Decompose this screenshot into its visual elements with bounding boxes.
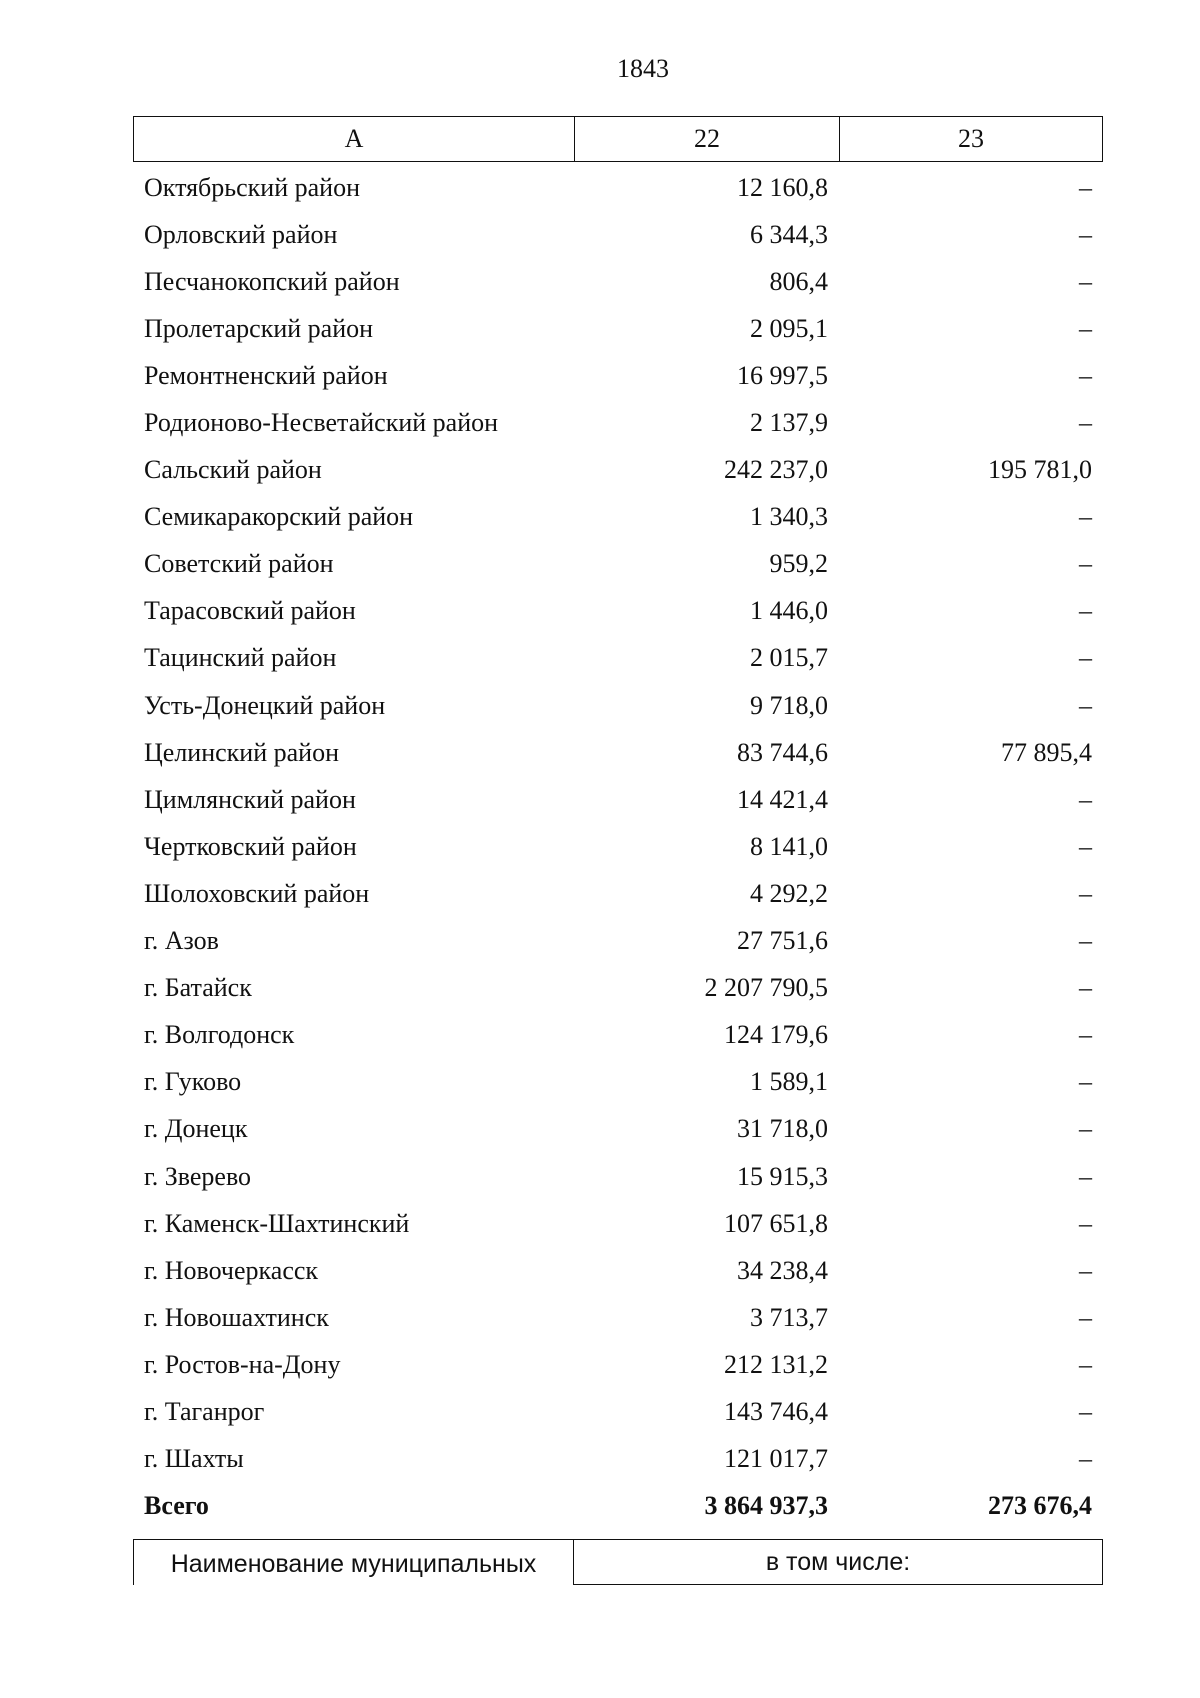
table-row (133, 823, 1103, 870)
row-value-23: – (1079, 1396, 1092, 1426)
table-header (133, 116, 1103, 162)
row-value-22: 124 179,6 (724, 1020, 828, 1050)
row-value-22: 806,4 (769, 266, 828, 296)
row-name: Сальский район (144, 455, 322, 485)
row-name: г. Ростов-на-Дону (144, 1349, 341, 1379)
row-value-22: 15 915,3 (737, 1161, 828, 1191)
table-row (133, 1059, 1103, 1106)
table-row (133, 211, 1103, 258)
row-value-22: 242 237,0 (724, 455, 828, 485)
row-name: Ремонтненский район (144, 360, 388, 390)
row-name: Чертковский район (144, 831, 357, 861)
row-value-22: 27 751,6 (737, 926, 828, 956)
row-name: Семикаракорский район (144, 502, 414, 532)
row-value-22: 83 744,6 (737, 737, 828, 767)
table-row (133, 164, 1103, 211)
table-row (133, 965, 1103, 1012)
row-name: Родионово-Несветайский район (144, 408, 499, 438)
next-header-including: в том числе: (574, 1540, 1103, 1585)
row-name: г. Каменск-Шахтинский (144, 1208, 410, 1238)
table-row (133, 682, 1103, 729)
row-name: Орловский район (144, 219, 338, 249)
row-name: г. Волгодонск (144, 1020, 295, 1050)
row-name: Пролетарский район (144, 313, 374, 343)
page-number: 1843 (617, 54, 669, 83)
row-value-22: 34 238,4 (737, 1255, 828, 1285)
row-name: Цимлянский район (144, 784, 356, 814)
row-value-23: 77 895,4 (1001, 737, 1092, 767)
row-name: Усть-Донецкий район (144, 690, 386, 720)
total-row (133, 1483, 1103, 1530)
row-name: Тарасовский район (144, 596, 356, 626)
row-value-22: 1 446,0 (750, 596, 828, 626)
row-name: г. Новошахтинск (144, 1302, 329, 1332)
row-name: г. Азов (144, 926, 219, 956)
row-name: г. Таганрог (144, 1396, 265, 1426)
table-row (133, 729, 1103, 776)
table-row (133, 1012, 1103, 1059)
row-value-22: 8 141,0 (750, 831, 828, 861)
row-name: г. Гуково (144, 1067, 242, 1097)
row-value-23: 273 676,4 (988, 1491, 1092, 1521)
row-value-23: – (1079, 926, 1092, 956)
row-value-23: – (1079, 1444, 1092, 1474)
row-value-22: 2 137,9 (750, 408, 828, 438)
next-table-header (133, 1539, 1103, 1585)
row-value-23: – (1079, 313, 1092, 343)
row-value-23: – (1079, 831, 1092, 861)
row-value-23: – (1079, 1114, 1092, 1144)
row-value-23: – (1079, 643, 1092, 673)
table-row (133, 1106, 1103, 1153)
row-name: г. Батайск (144, 973, 252, 1003)
row-value-22: 16 997,5 (737, 360, 828, 390)
row-name: г. Новочеркасск (144, 1255, 319, 1285)
row-value-23: – (1079, 219, 1092, 249)
row-name: г. Зверево (144, 1161, 252, 1191)
row-value-23: – (1079, 172, 1092, 202)
row-value-23: – (1079, 878, 1092, 908)
row-value-23: – (1079, 1208, 1092, 1238)
row-value-22: 2 207 790,5 (704, 973, 828, 1003)
table-row (133, 1388, 1103, 1435)
row-value-22: 1 589,1 (750, 1067, 828, 1097)
row-value-23: – (1079, 1349, 1092, 1379)
table-row (133, 1200, 1103, 1247)
row-value-23: – (1079, 690, 1092, 720)
row-name: Всего (144, 1491, 209, 1521)
row-value-22: 3 713,7 (750, 1302, 828, 1332)
row-value-23: – (1079, 1067, 1092, 1097)
header-col-22: 22 (575, 117, 840, 161)
row-value-22: 1 340,3 (750, 502, 828, 532)
row-value-23: – (1079, 360, 1092, 390)
row-value-22: 3 864 937,3 (704, 1491, 828, 1521)
row-value-23: – (1079, 973, 1092, 1003)
table-row (133, 870, 1103, 917)
row-value-23: – (1079, 1255, 1092, 1285)
table-row (133, 635, 1103, 682)
row-value-22: 107 651,8 (724, 1208, 828, 1238)
row-value-22: 14 421,4 (737, 784, 828, 814)
table-row (133, 588, 1103, 635)
table-row (133, 1294, 1103, 1341)
row-value-23: – (1079, 549, 1092, 579)
row-name: Октябрьский район (144, 172, 360, 202)
header-col-23: 23 (958, 124, 984, 153)
row-name: Целинский район (144, 737, 339, 767)
table-row (133, 1247, 1103, 1294)
table-row (133, 776, 1103, 823)
row-value-23: – (1079, 1302, 1092, 1332)
table-row (133, 305, 1103, 352)
row-value-22: 2 095,1 (750, 313, 828, 343)
next-header-name: Наименование муниципальных (133, 1540, 574, 1585)
table-row (133, 541, 1103, 588)
table-body (133, 164, 1103, 1530)
table-row (133, 494, 1103, 541)
table-row (133, 352, 1103, 399)
row-value-22: 2 015,7 (750, 643, 828, 673)
row-value-22: 6 344,3 (750, 219, 828, 249)
row-value-22: 143 746,4 (724, 1396, 828, 1426)
row-value-22: 121 017,7 (724, 1444, 828, 1474)
row-name: Тацинский район (144, 643, 337, 673)
table-row (133, 1341, 1103, 1388)
row-value-23: – (1079, 784, 1092, 814)
row-name: г. Шахты (144, 1444, 244, 1474)
table-row (133, 1436, 1103, 1483)
table-row (133, 1153, 1103, 1200)
row-value-23: – (1079, 1161, 1092, 1191)
row-value-22: 31 718,0 (737, 1114, 828, 1144)
row-value-23: – (1079, 408, 1092, 438)
table-row (133, 918, 1103, 965)
row-name: Песчанокопский район (144, 266, 400, 296)
row-value-22: 9 718,0 (750, 690, 828, 720)
table-row (133, 447, 1103, 494)
row-value-23: – (1079, 596, 1092, 626)
header-col-a: А (134, 117, 575, 161)
row-name: г. Донецк (144, 1114, 248, 1144)
row-value-23: – (1079, 1020, 1092, 1050)
table-row (133, 258, 1103, 305)
row-name: Советский район (144, 549, 334, 579)
row-value-22: 959,2 (769, 549, 828, 579)
row-value-22: 212 131,2 (724, 1349, 828, 1379)
row-value-23: 195 781,0 (988, 455, 1092, 485)
row-value-22: 4 292,2 (750, 878, 828, 908)
row-name: Шолоховский район (144, 878, 370, 908)
table-row (133, 399, 1103, 446)
row-value-23: – (1079, 266, 1092, 296)
row-value-23: – (1079, 502, 1092, 532)
row-value-22: 12 160,8 (737, 172, 828, 202)
